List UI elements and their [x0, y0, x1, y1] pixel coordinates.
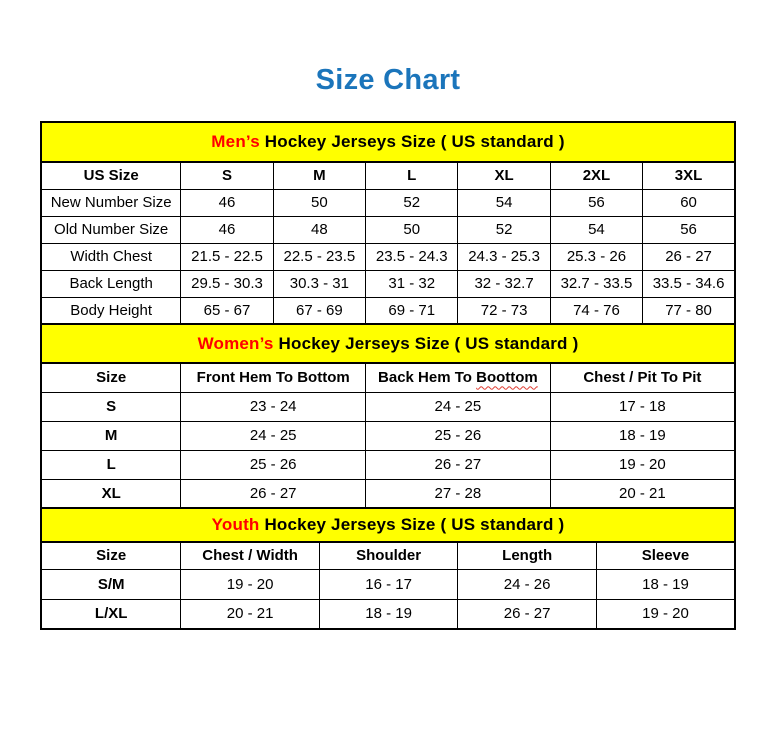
column-header: S	[181, 162, 273, 189]
size-value-cell: 56	[643, 216, 735, 243]
size-value-cell: 24 - 26	[458, 569, 597, 599]
size-value-cell: 32.7 - 33.5	[550, 270, 642, 297]
table-row	[41, 392, 735, 421]
size-value-cell: 50	[273, 189, 365, 216]
table-row	[41, 599, 735, 629]
size-value-cell: 26 - 27	[643, 243, 735, 270]
youth-section-title: Youth Hockey Jerseys Size ( US standard )	[41, 508, 735, 542]
size-value-cell: 67 - 69	[273, 297, 365, 324]
row-label: XL	[41, 479, 181, 508]
mens-header-row	[41, 162, 735, 189]
column-header: US Size	[41, 162, 181, 189]
column-header: XL	[458, 162, 550, 189]
size-value-cell: 18 - 19	[319, 599, 458, 629]
size-value-cell: 56	[550, 189, 642, 216]
size-value-cell: 31 - 32	[366, 270, 458, 297]
size-value-cell: 25.3 - 26	[550, 243, 642, 270]
size-value-cell: 26 - 27	[366, 450, 551, 479]
table-row	[41, 270, 735, 297]
size-value-cell: 23 - 24	[181, 392, 366, 421]
size-value-cell: 46	[181, 216, 273, 243]
size-value-cell: 60	[643, 189, 735, 216]
size-value-cell: 23.5 - 24.3	[366, 243, 458, 270]
column-header: Front Hem To Bottom	[181, 363, 366, 392]
mens-section-title: Men’s Hockey Jerseys Size ( US standard )	[41, 122, 735, 162]
size-value-cell: 46	[181, 189, 273, 216]
youth-header-row	[41, 542, 735, 569]
size-value-cell: 30.3 - 31	[273, 270, 365, 297]
column-header: Sleeve	[596, 542, 735, 569]
column-header: Back Hem To Boottom	[366, 363, 551, 392]
page-title: Size Chart	[315, 64, 461, 96]
size-value-cell: 27 - 28	[366, 479, 551, 508]
size-value-cell: 24 - 25	[366, 392, 551, 421]
size-tables	[40, 121, 736, 630]
womens-size-table	[40, 323, 736, 509]
table-row	[41, 189, 735, 216]
row-label: Width Chest	[41, 243, 181, 270]
size-value-cell: 16 - 17	[319, 569, 458, 599]
size-value-cell: 54	[458, 189, 550, 216]
size-value-cell: 65 - 67	[181, 297, 273, 324]
table-row	[41, 297, 735, 324]
youth-section-row	[41, 508, 735, 542]
size-value-cell: 32 - 32.7	[458, 270, 550, 297]
womens-header-row	[41, 363, 735, 392]
youth-size-table	[40, 507, 736, 630]
size-value-cell: 20 - 21	[181, 599, 320, 629]
size-value-cell: 72 - 73	[458, 297, 550, 324]
size-value-cell: 19 - 20	[181, 569, 320, 599]
size-value-cell: 50	[366, 216, 458, 243]
table-row	[41, 450, 735, 479]
size-value-cell: 52	[458, 216, 550, 243]
column-header: 2XL	[550, 162, 642, 189]
table-row	[41, 479, 735, 508]
column-header: L	[366, 162, 458, 189]
table-row	[41, 569, 735, 599]
size-value-cell: 21.5 - 22.5	[181, 243, 273, 270]
size-value-cell: 18 - 19	[596, 569, 735, 599]
column-header: Length	[458, 542, 597, 569]
row-label: S	[41, 392, 181, 421]
size-value-cell: 17 - 18	[550, 392, 735, 421]
youth-section-accent: Youth	[211, 515, 260, 534]
size-value-cell: 25 - 26	[366, 421, 551, 450]
column-header: Chest / Pit To Pit	[550, 363, 735, 392]
row-label: L	[41, 450, 181, 479]
row-label: S/M	[41, 569, 181, 599]
row-label: M	[41, 421, 181, 450]
column-header: 3XL	[643, 162, 735, 189]
size-value-cell: 24.3 - 25.3	[458, 243, 550, 270]
size-value-cell: 26 - 27	[458, 599, 597, 629]
size-value-cell: 19 - 20	[596, 599, 735, 629]
mens-size-table	[40, 121, 736, 325]
table-row	[41, 216, 735, 243]
size-value-cell: 18 - 19	[550, 421, 735, 450]
row-label: New Number Size	[41, 189, 181, 216]
table-row	[41, 243, 735, 270]
size-value-cell: 20 - 21	[550, 479, 735, 508]
size-value-cell: 22.5 - 23.5	[273, 243, 365, 270]
column-header: Shoulder	[319, 542, 458, 569]
column-header: Size	[41, 542, 181, 569]
womens-section-accent: Women’s	[197, 333, 274, 353]
size-value-cell: 48	[273, 216, 365, 243]
mens-section-row	[41, 122, 735, 162]
column-header: Chest / Width	[181, 542, 320, 569]
size-value-cell: 74 - 76	[550, 297, 642, 324]
size-value-cell: 69 - 71	[366, 297, 458, 324]
size-value-cell: 25 - 26	[181, 450, 366, 479]
womens-section-row	[41, 324, 735, 363]
size-value-cell: 52	[366, 189, 458, 216]
table-row	[41, 421, 735, 450]
column-header: Size	[41, 363, 181, 392]
row-label: L/XL	[41, 599, 181, 629]
womens-section-title: Women’s Hockey Jerseys Size ( US standard )	[41, 324, 735, 363]
row-label: Back Length	[41, 270, 181, 297]
size-value-cell: 24 - 25	[181, 421, 366, 450]
size-value-cell: 33.5 - 34.6	[643, 270, 735, 297]
column-header: M	[273, 162, 365, 189]
row-label: Old Number Size	[41, 216, 181, 243]
size-value-cell: 77 - 80	[643, 297, 735, 324]
size-value-cell: 19 - 20	[550, 450, 735, 479]
misspelled-word: Boottom	[476, 369, 538, 387]
size-value-cell: 54	[550, 216, 642, 243]
row-label: Body Height	[41, 297, 181, 324]
size-value-cell: 26 - 27	[181, 479, 366, 508]
size-value-cell: 29.5 - 30.3	[181, 270, 273, 297]
mens-section-accent: Men’s	[211, 132, 260, 151]
